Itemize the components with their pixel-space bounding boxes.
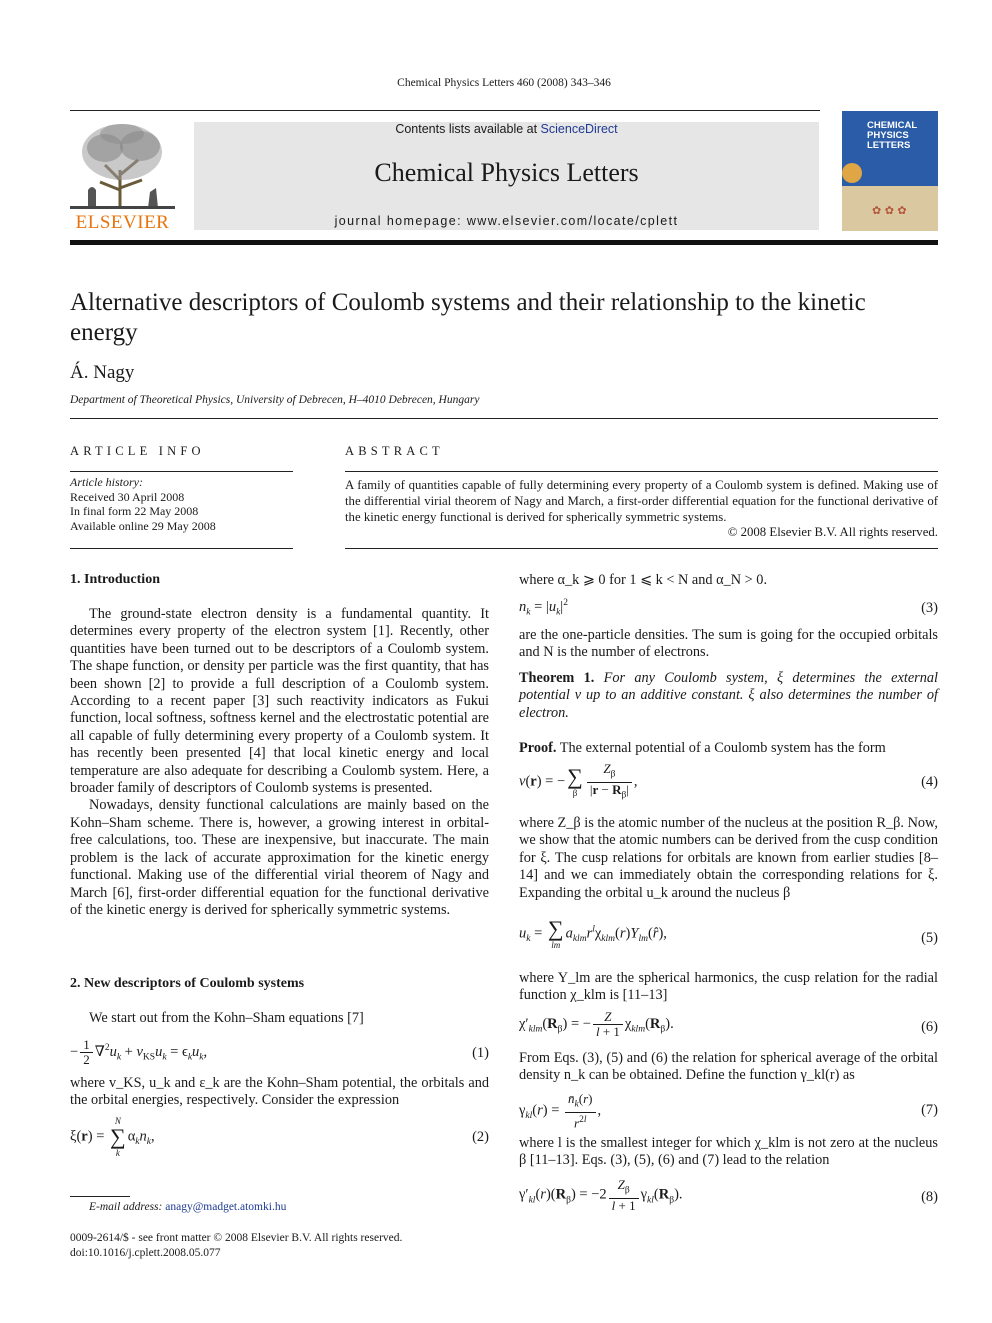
svg-text:✿ ✿ ✿: ✿ ✿ ✿: [872, 204, 907, 217]
tree-icon: [70, 120, 175, 212]
history-label: Article history:: [70, 475, 143, 489]
issn-line: 0009-2614/$ - see front matter © 2008 Elsevier B.V. All rights reserved.: [70, 1232, 403, 1244]
equation-number: (2): [472, 1129, 489, 1145]
equation-number: (5): [921, 930, 938, 946]
journal-banner: [194, 122, 819, 230]
contents-line: [194, 122, 819, 136]
alpha-condition: where α_k ⩾ 0 for 1 ⩽ k < N and α_N > 0.: [519, 572, 768, 588]
text-after-eq6: From Eqs. (3), (5) and (6) the relation for spherical average of the orbital density n_k can be obtained. Define the function γ_kl(r) as: [519, 1050, 938, 1084]
equation-number: (4): [921, 774, 938, 790]
equation-2: ξ(r) = N ∑ k $\alpha_kn_k$,: [70, 1116, 155, 1158]
footnote-rule: [70, 1196, 130, 1197]
equation-number: (1): [472, 1045, 489, 1061]
article-info-label: ARTICLE INFO: [70, 444, 205, 458]
equation-5: $u_k$ = ∑ lm $a_{klm}r^l\chi_{klm}(r)Y_{lm}(r̂)$,: [519, 916, 667, 950]
email-label: E-mail address:: [89, 1201, 166, 1213]
author-email-link[interactable]: anagy@madget.atomki.hu: [165, 1201, 287, 1213]
intro-heading: 1. Introduction: [70, 572, 160, 587]
equation-7: $\gamma_{kl}(r)$ = $\frac{n̄_k(r)}{r^{2l}}$ ,: [519, 1091, 602, 1130]
page-footer: [70, 1231, 402, 1260]
text-after-eq5: where Y_lm are the spherical harmonics, the cusp relation for the radial function χ_klm is [11–13]: [519, 970, 938, 1004]
cover-title-line: CHEMICAL: [867, 120, 918, 131]
equation-1: − $\frac{1}{2}$ $\nabla^2u_k + v_{KS}u_k = \epsilon_ku_k$,: [70, 1037, 208, 1067]
theorem-label: Theorem 1.: [519, 670, 595, 686]
cover-title-line: PHYSICS: [867, 130, 909, 141]
equation-3: $n_k = |u_k|^2$: [519, 598, 568, 618]
proof-label: Proof.: [519, 740, 557, 756]
author-name: Á. Nagy: [70, 362, 135, 383]
abstract-text: A family of quantities capable of fully determining every property of a Coulomb system is defined. Making use of the differential virial theorem of Nagy and March, a first-order differential equation for the functional derivative of the kinetic energy functional is derived for spherically symmetric systems.: [345, 478, 938, 524]
cover-title-line: LETTERS: [867, 140, 911, 151]
equation-number: (3): [921, 600, 938, 616]
contents-prefix: Contents lists available at: [395, 122, 541, 136]
journal-cover[interactable]: [842, 111, 938, 231]
article-history: [70, 475, 295, 533]
equation-number: (6): [921, 1019, 938, 1035]
section2-paragraph: We start out from the Kohn–Sham equations [7]: [89, 1010, 364, 1026]
text-after-eq3: are the one-particle densities. The sum is going for the occupied orbitals and N is the number of electrons.: [519, 627, 938, 661]
affiliation: Department of Theoretical Physics, University of Debrecen, H–4010 Debrecen, Hungary: [70, 394, 480, 406]
section2-intro: [70, 1010, 489, 1027]
revised-date: In final form 22 May 2008: [70, 504, 199, 518]
article-info-bottom-rule: [70, 548, 293, 549]
intro-paragraph: The ground-state electron density is a fundamental quantity. It determines every property of the electron system [1]. Recently, other quantities have been turned out to be descriptors of a Coulomb system. The shape function, or density per particle was the first quantity, that has been shown [2] to provide a full description of a Coulomb system. According to a recent paper [3] such reactivity indicators as Fukui function, local softness, softness kernel and the electrostatic potential are all capable of fully determining every property of a Coulomb system. It has recently been presented [4] that local kinetic energy and local temperature are also adequate for describing a Coulomb system. Here, a broader family of descriptors of Coulomb systems is presented.: [70, 606, 489, 797]
received-date: Received 30 April 2008: [70, 489, 185, 504]
text-after-eq1: where v_KS, u_k and ε_k are the Kohn–Sham potential, the orbitals and the orbital energies, respectively. Consider the expression: [70, 1075, 489, 1109]
proof-intro: [519, 740, 938, 757]
equation-number: (7): [921, 1102, 938, 1118]
header-rule: [70, 110, 820, 111]
cover-art-icon: [842, 111, 938, 231]
masthead-rule: [70, 240, 938, 245]
masthead: [70, 120, 938, 232]
theorem-text: For any Coulomb system, ξ determines the external potential v up to an additive constant. ξ also determines the number of electron.: [519, 670, 939, 721]
online-date: Available online 29 May 2008: [70, 518, 216, 533]
theorem-1: [519, 670, 938, 722]
text-after-eq4: where Z_β is the atomic number of the nucleus at the position R_β. Now, we show that the atomic numbers can be derived from the cusp condition for ξ. The cusp relations for orbitals are known from earlier studies [8–14] and we can immediately obtain the corresponding relations for ξ. Expanding the orbital u_k around the nucleus β: [519, 815, 939, 901]
proof-text: The external potential of a Coulomb system has the form: [559, 740, 886, 756]
equation-4: v(r) = − ∑ β $\frac{Z_\beta}{|r - R_\beta|}$ ,: [519, 761, 638, 801]
abstract-label: ABSTRACT: [345, 444, 444, 458]
equation-6: $\chi'_{klm}(R_\beta)$ = − $\frac{Z}{l + 1}$ $\chi_{klm}(R_\beta)$.: [519, 1009, 674, 1039]
abstract-rule: [345, 471, 938, 472]
section2-heading: 2. New descriptors of Coulomb systems: [70, 976, 305, 991]
text-after-eq7: where l is the smallest integer for which χ_klm is not zero at the nucleus β [11–13]. Eqs. (3), (5), (6) and (7) lead to the relation: [519, 1135, 938, 1169]
journal-homepage[interactable]: journal homepage: www.elsevier.com/locate/cplett: [334, 214, 679, 228]
sciencedirect-link[interactable]: ScienceDirect: [540, 122, 618, 136]
journal-title: Chemical Physics Letters: [374, 158, 639, 187]
title-rule: [70, 418, 938, 419]
article-info-rule: [70, 471, 293, 472]
doi-line[interactable]: doi:10.1016/j.cplett.2008.05.077: [70, 1246, 221, 1259]
publisher-name: ELSEVIER: [75, 212, 170, 233]
equation-8: $\gamma'_{kl}(r)(R_\beta) = -2$ $\frac{Z_\beta}{l + 1}$ $\gamma_{kl}(R_\beta)$.: [519, 1177, 683, 1213]
intro-paragraph: Nowadays, density functional calculations are mainly based on the Kohn–Sham scheme. There is, however, a growing interest in orbital-free calculations, too. These are inexpensive, but inaccurate. The main problem is the lack of accurate approximation for the kinetic energy functional. Making use of the differential virial theorem of Nagy and March [6], first-order differential equation for the functional derivative of the kinetic energy is derived for spherically symmetric systems.: [70, 797, 489, 918]
equation-number: (8): [921, 1189, 938, 1205]
abstract-copyright: © 2008 Elsevier B.V. All rights reserved.: [727, 525, 938, 539]
elsevier-logo[interactable]: [70, 120, 175, 232]
abstract-bottom-rule: [345, 548, 938, 549]
article-title: Alternative descriptors of Coulomb systems and their relationship to the kinetic energy: [70, 289, 866, 346]
footnote: [89, 1201, 286, 1213]
running-head: Chemical Physics Letters 460 (2008) 343–346: [397, 77, 611, 89]
intro-body: [70, 606, 489, 919]
